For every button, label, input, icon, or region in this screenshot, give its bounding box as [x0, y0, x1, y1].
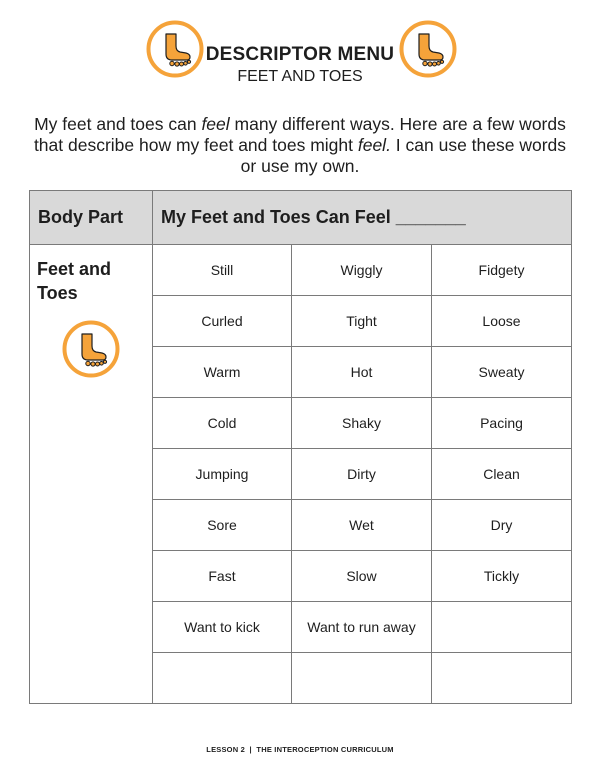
intro-text-2: many different ways. Here are a few words that describe how my feet and toes might [33, 114, 566, 155]
column-header-body-part: Body Part [30, 191, 153, 245]
descriptor-word: Fast [153, 551, 292, 602]
body-part-label-line2: Toes [37, 283, 78, 303]
descriptor-word: Hot [292, 347, 432, 398]
descriptor-word: Warm [153, 347, 292, 398]
descriptor-word-empty [153, 653, 292, 704]
table-header-row [30, 191, 572, 245]
descriptor-word-empty [432, 602, 572, 653]
descriptor-word: Curled [153, 296, 292, 347]
body-part-label [30, 245, 137, 305]
descriptor-word: Sore [153, 500, 292, 551]
descriptor-word: Slow [292, 551, 432, 602]
descriptor-word: Dry [432, 500, 572, 551]
page-subtitle: FEET AND TOES [237, 68, 363, 85]
foot-icon [62, 320, 120, 378]
descriptor-word: Tight [292, 296, 432, 347]
descriptor-word: Still [153, 245, 292, 296]
intro-emphasis-2: feel. [357, 135, 391, 155]
descriptor-word: Jumping [153, 449, 292, 500]
descriptor-word: Cold [153, 398, 292, 449]
descriptor-word: Wet [292, 500, 432, 551]
page-title: DESCRIPTOR MENU [205, 44, 395, 65]
descriptor-word: Shaky [292, 398, 432, 449]
descriptor-table [29, 190, 572, 704]
descriptor-word: Loose [432, 296, 572, 347]
page-footer: LESSON 2 | THE INTEROCEPTION CURRICULUM [206, 745, 394, 754]
intro-text-1: My feet and toes can [34, 114, 202, 134]
intro-paragraph [30, 114, 570, 177]
descriptor-word: Wiggly [292, 245, 432, 296]
descriptor-word: Dirty [292, 449, 432, 500]
intro-text-3: I can use these words or use my own. [240, 135, 567, 176]
column-header-feel: My Feet and Toes Can Feel _______ [153, 191, 572, 245]
table-row [30, 245, 572, 296]
descriptor-word: Fidgety [432, 245, 572, 296]
intro-emphasis-1: feel [201, 114, 230, 134]
body-part-label-line1: Feet and [37, 259, 112, 279]
descriptor-word-empty [292, 653, 432, 704]
descriptor-word: Clean [432, 449, 572, 500]
descriptor-word-empty [432, 653, 572, 704]
descriptor-word: Tickly [432, 551, 572, 602]
descriptor-word: Sweaty [432, 347, 572, 398]
descriptor-word: Want to run away [292, 602, 432, 653]
descriptor-word: Want to kick [153, 602, 292, 653]
descriptor-word: Pacing [432, 398, 572, 449]
body-part-cell [30, 245, 153, 704]
